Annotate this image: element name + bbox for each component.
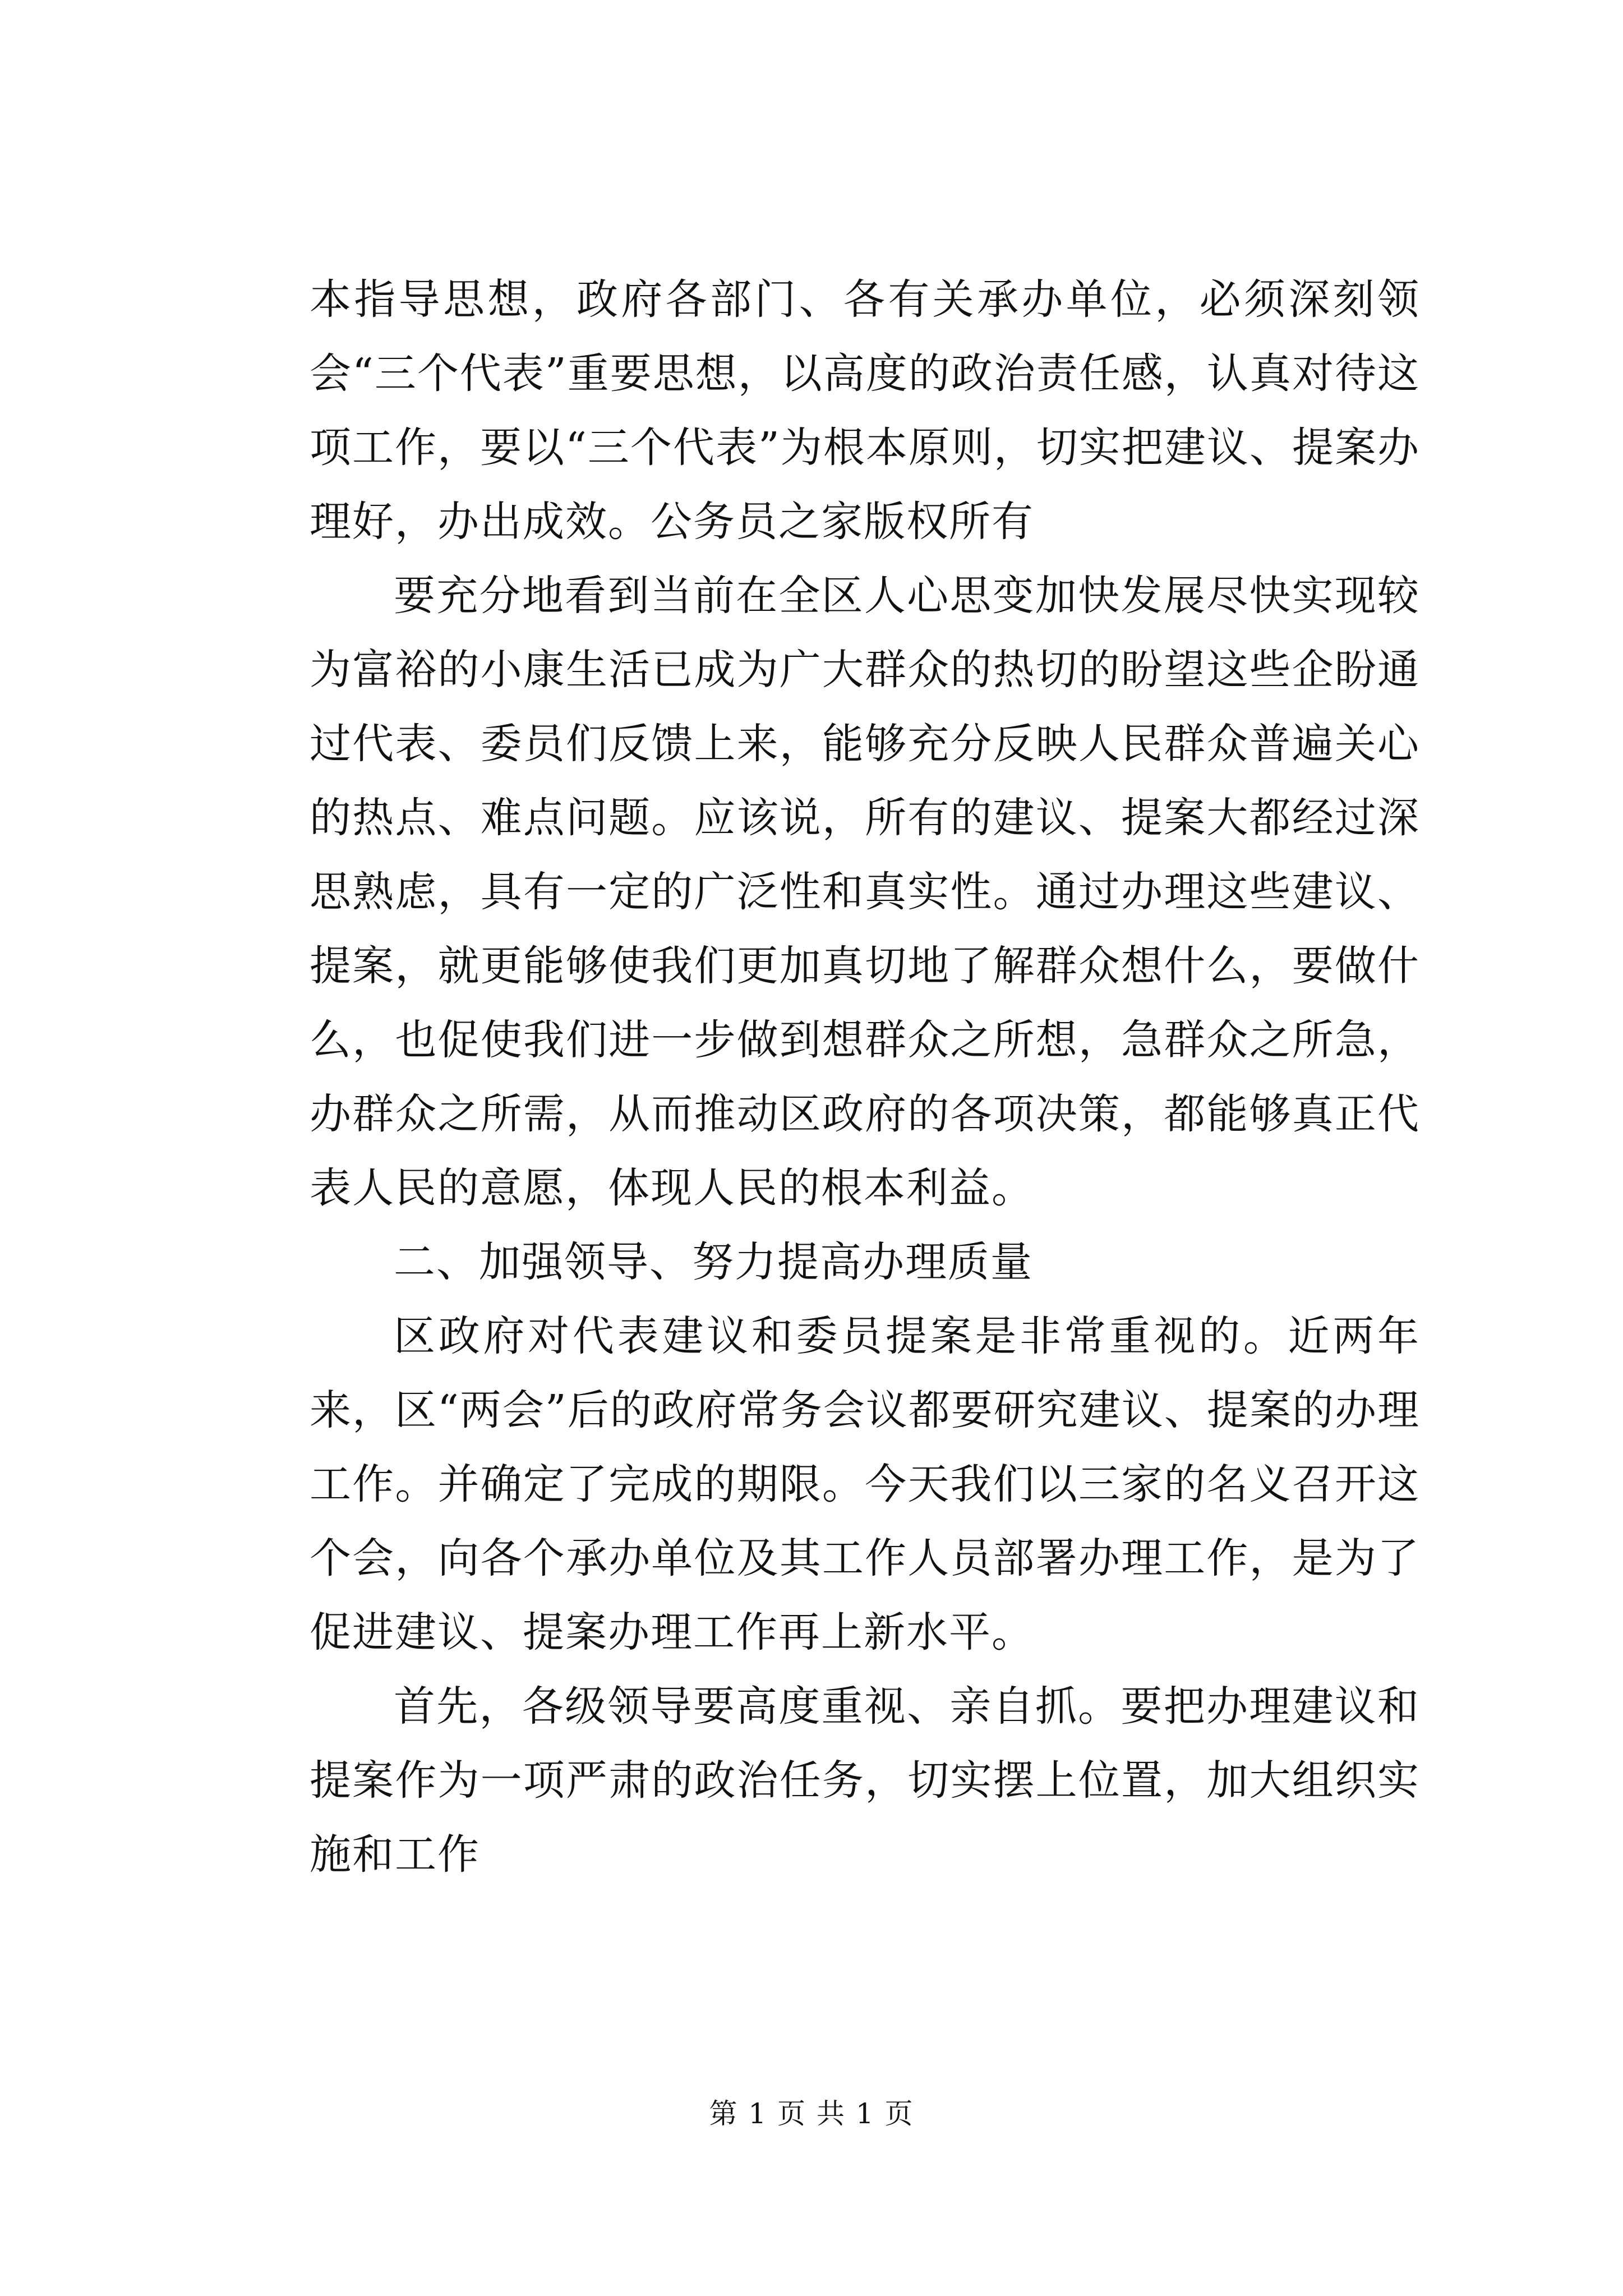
page-number-footer: 第 1 页 共 1 页 [709,2097,914,2130]
paragraph-4: 区政府对代表建议和委员提案是非常重视的。近两年来，区“两会”后的政府常务会议都要研究建议、提案的办理工作。并确定了完成的期限。今天我们以三家的名义召开这个会，向各个承办单位及其工作人员部署办理工作，是为了促进建议、提案办理工作再上新水平。 [310,1312,1420,1657]
paragraph-1: 本指导思想，政府各部门、各有关承办单位，必须深刻领会“三个代表”重要思想，以高度的政治责任感，认真对待这项工作，要以“三个代表”为根本原则，切实把建议、提案办理好，办出成效。公务员之家版权所有 [310,275,1420,546]
paragraph-2: 要充分地看到当前在全区人心思变加快发展尽快实现较为富裕的小康生活已成为广大群众的热切的盼望这些企盼通过代表、委员们反馈上来，能够充分反映人民群众普遍关心的热点、难点问题。应该说，所有的建议、提案大都经过深思熟虑，具有一定的广泛性和真实性。通过办理这些建议、提案，就更能够使我们更加真切地了解群众想什么，要做什么，也促使我们进一步做到想群众之所想，急群众之所急，办群众之所需，从而推动区政府的各项决策，都能够真正代表人民的意愿，体现人民的根本利益。 [310,572,1420,1212]
section-heading: 二、加强领导、努力提高办理质量 [394,1238,1033,1286]
document-body [310,263,1420,1892]
paragraph-5: 首先，各级领导要高度重视、亲自抓。要把办理建议和提案作为一项严肃的政治任务，切实摆上位置，加大组织实施和工作 [310,1682,1420,1879]
